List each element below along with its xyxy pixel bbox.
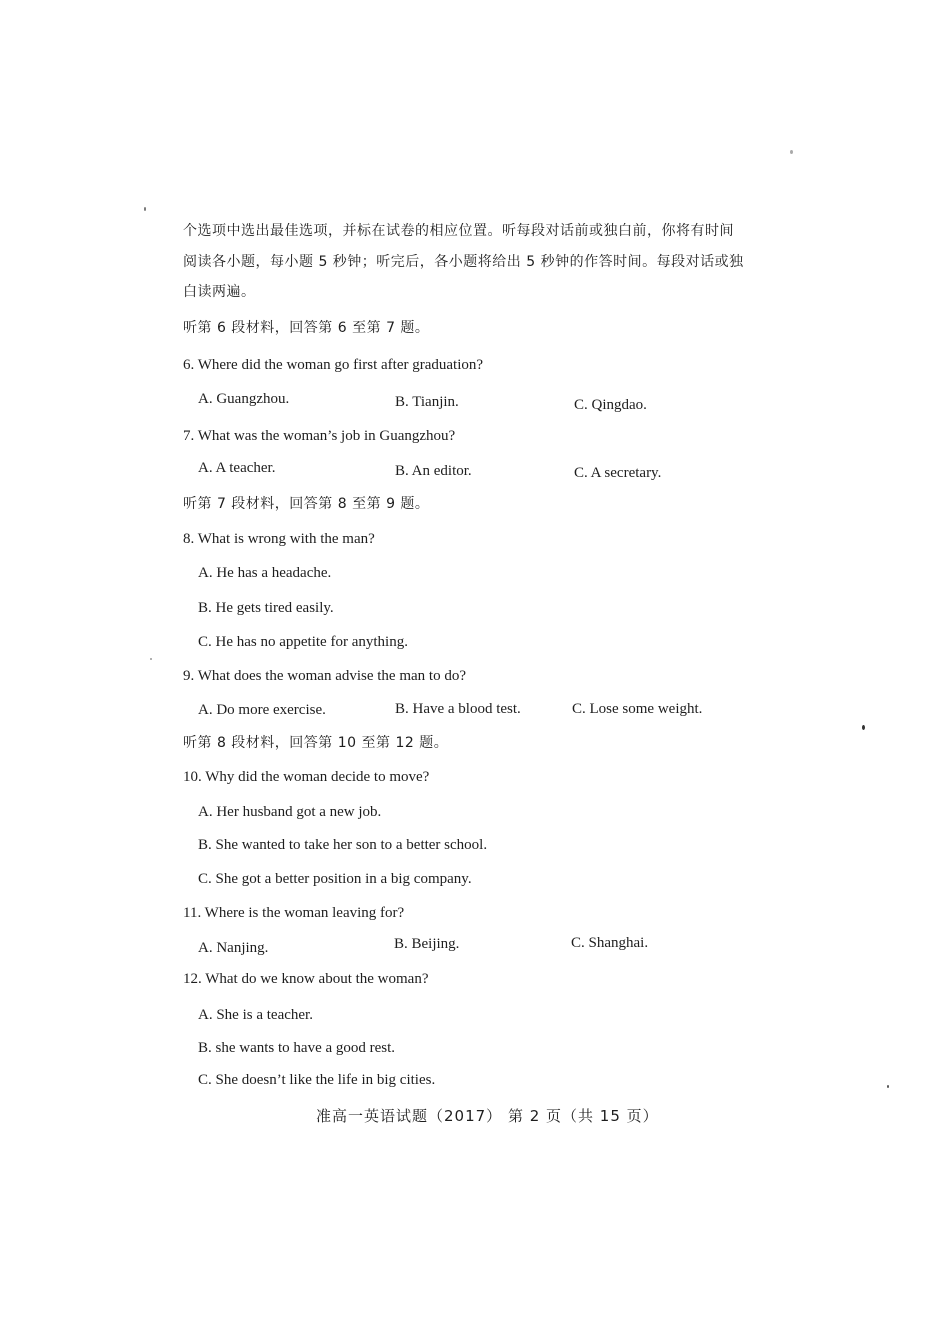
question-stem: 6. Where did the woman go first after graduation? bbox=[183, 357, 484, 373]
scan-speck bbox=[887, 1085, 889, 1088]
option-c: C. She got a better position in a big company. bbox=[198, 871, 472, 887]
option-b: B. She wanted to take her son to a better school. bbox=[198, 837, 488, 853]
option-a: A. Her husband got a new job. bbox=[198, 804, 382, 820]
option-b: B. Have a blood test. bbox=[395, 701, 521, 717]
option-c: C. Lose some weight. bbox=[572, 701, 703, 717]
option-b: B. He gets tired easily. bbox=[198, 600, 334, 616]
option-b: B. An editor. bbox=[395, 463, 472, 479]
option-c: C. A secretary. bbox=[574, 465, 662, 481]
instruction-line-3: 白读两遍。 bbox=[183, 284, 256, 300]
section-heading: 听第 6 段材料，回答第 6 至第 7 题。 bbox=[183, 320, 430, 336]
section-heading: 听第 8 段材料，回答第 10 至第 12 题。 bbox=[183, 735, 449, 751]
question-stem: 11. Where is the woman leaving for? bbox=[183, 905, 405, 921]
question-stem: 12. What do we know about the woman? bbox=[183, 971, 429, 987]
option-c: C. Qingdao. bbox=[574, 397, 647, 413]
option-a: A. Nanjing. bbox=[198, 940, 269, 956]
option-c: C. Shanghai. bbox=[571, 935, 649, 951]
scan-speck bbox=[144, 207, 146, 211]
option-a: A. A teacher. bbox=[198, 460, 276, 476]
option-a: A. She is a teacher. bbox=[198, 1007, 313, 1023]
option-b: B. Tianjin. bbox=[395, 394, 459, 410]
option-a: A. He has a headache. bbox=[198, 565, 332, 581]
scan-speck bbox=[150, 658, 152, 660]
question-stem: 8. What is wrong with the man? bbox=[183, 531, 375, 547]
option-a: A. Guangzhou. bbox=[198, 391, 290, 407]
page-footer: 准高一英语试题（2017） 第 2 页（共 15 页） bbox=[316, 1107, 659, 1125]
question-stem: 7. What was the woman’s job in Guangzhou? bbox=[183, 428, 456, 444]
section-heading: 听第 7 段材料，回答第 8 至第 9 题。 bbox=[183, 496, 430, 512]
instruction-line-1: 个选项中选出最佳选项，并标在试卷的相应位置。听每段对话前或独白前，你将有时间 bbox=[183, 223, 734, 239]
option-c: C. He has no appetite for anything. bbox=[198, 634, 408, 650]
option-c: C. She doesn’t like the life in big cities. bbox=[198, 1072, 436, 1088]
scan-speck bbox=[790, 150, 793, 154]
question-stem: 9. What does the woman advise the man to do? bbox=[183, 668, 466, 684]
option-b: B. Beijing. bbox=[394, 936, 460, 952]
scan-speck bbox=[862, 725, 865, 730]
question-stem: 10. Why did the woman decide to move? bbox=[183, 769, 430, 785]
option-a: A. Do more exercise. bbox=[198, 702, 326, 718]
instruction-line-2: 阅读各小题，每小题 5 秒钟；听完后，各小题将给出 5 秒钟的作答时间。每段对话或独 bbox=[183, 254, 744, 270]
option-b: B. she wants to have a good rest. bbox=[198, 1040, 396, 1056]
